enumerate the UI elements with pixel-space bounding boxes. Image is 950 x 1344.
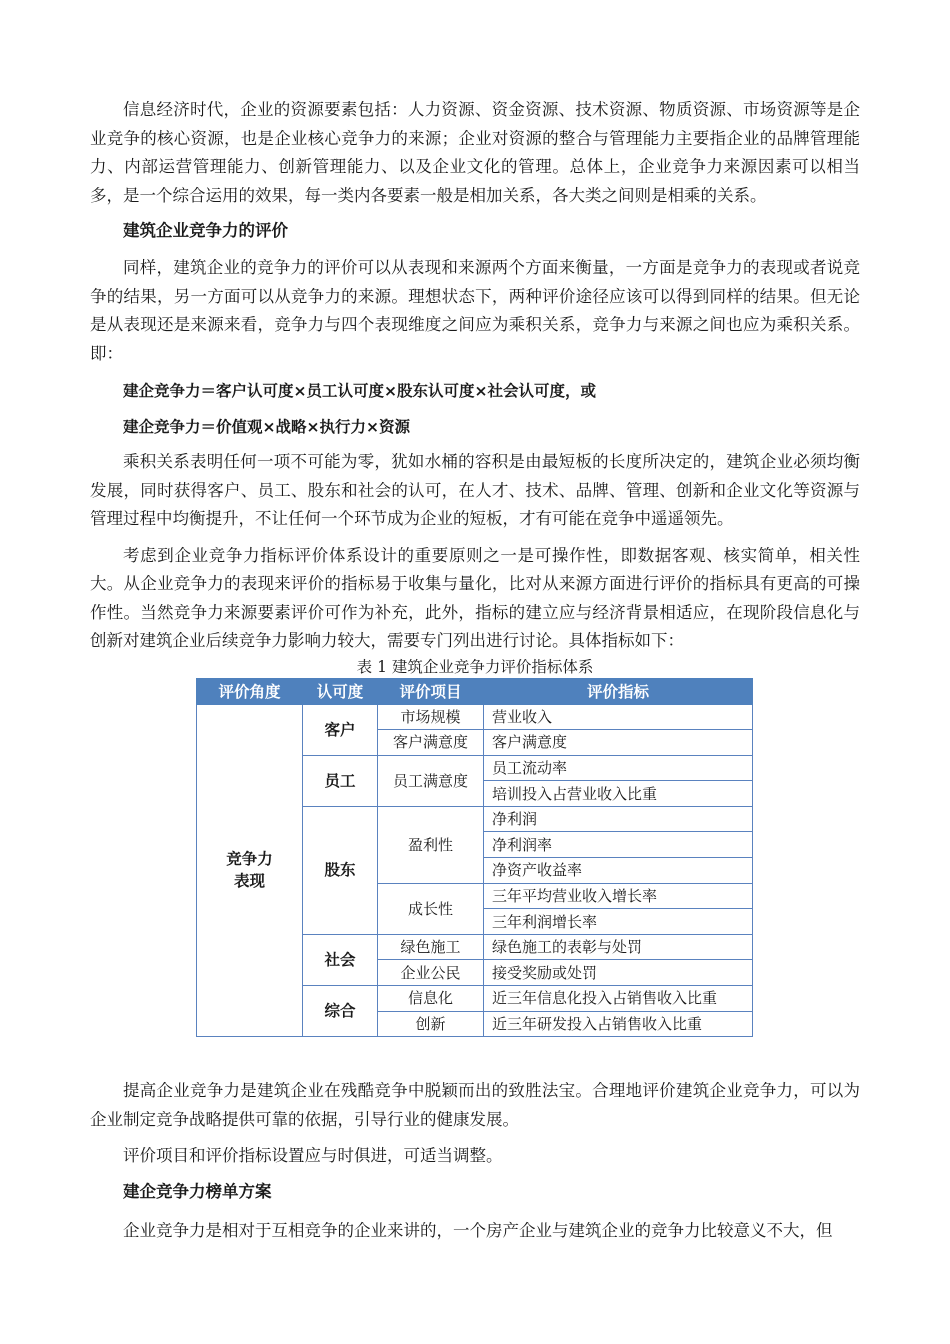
- item-green-construction: 绿色施工: [378, 934, 484, 960]
- indicator-table: [196, 678, 753, 1038]
- group-customer: 客户: [303, 704, 378, 755]
- item-corporate-citizen: 企业公民: [378, 960, 484, 986]
- paragraph-ranking: 企业竞争力是相对于互相竞争的企业来讲的，一个房产企业与建筑企业的竞争力比较意义不大，但: [123, 1220, 833, 1240]
- indicator-revenue-growth: 三年平均营业收入增长率: [484, 883, 753, 909]
- item-customer-satisfaction: 客户满意度: [378, 730, 484, 756]
- formula-recognition: 建企竞争力＝客户认可度×员工认可度×股东认可度×社会认可度，或: [123, 382, 596, 400]
- item-innovation: 创新: [378, 1011, 484, 1037]
- item-informatization: 信息化: [378, 986, 484, 1012]
- section-heading-evaluation: 建筑企业竞争力的评价: [123, 221, 288, 240]
- indicator-it-ratio: 近三年信息化投入占销售收入比重: [484, 986, 753, 1012]
- paragraph-operability: 考虑到企业竞争力指标评价体系设计的重要原则之一是可操作性，即数据客观、核实简单，相关性大。从企业竞争力的表现来评价的指标易于收集与量化，比对从来源方面进行评价的指标具有更高的可操作性。当然竞争力来源要素评价可作为补充，此外，指标的建立应与经济背景相适应，在现阶段信息化与创新对建筑企业后续竞争力影响力较大，需要专门列出进行讨论。具体指标如下：: [90, 545, 860, 650]
- group-society: 社会: [303, 934, 378, 985]
- item-employee-satisfaction: 员工满意度: [378, 755, 484, 806]
- table-header-row: [197, 678, 753, 704]
- document-content: [90, 96, 860, 1245]
- angle-label-line2: 表现: [233, 872, 265, 891]
- indicator-customer-satisfaction: 客户满意度: [484, 730, 753, 756]
- indicator-green: 绿色施工的表彰与处罚: [484, 934, 753, 960]
- indicator-profit-growth: 三年利润增长率: [484, 909, 753, 935]
- paragraph-evaluation: 同样，建筑企业的竞争力的评价可以从表现和来源两个方面来衡量，一方面是竞争力的表现或者说竞争的结果，另一方面可以从竞争力的来源。理想状态下，两种评价途径应该可以得到同样的结果。但无论是从表现还是来源来看，竞争力与四个表现维度之间应为乘积关系，竞争力与来源之间也应为乘积关系。即：: [90, 258, 860, 363]
- section-heading-ranking: 建企竞争力榜单方案: [123, 1181, 272, 1201]
- indicator-training: 培训投入占营业收入比重: [484, 781, 753, 807]
- paragraph-importance: 提高企业竞争力是建筑企业在残酷竞争中脱颖而出的致胜法宝。合理地评价建筑企业竞争力，可以为企业制定竞争战略提供可靠的依据，引导行业的健康发展。: [90, 1081, 860, 1129]
- paragraph-resources: 信息经济时代，企业的资源要素包括：人力资源、资金资源、技术资源、物质资源、市场资源等是企业竞争的核心资源，也是企业核心竞争力的来源；企业对资源的整合与管理能力主要指企业的品牌管理能力、内部运营管理能力、创新管理能力、以及企业文化的管理。总体上，企业竞争力来源因素可以相当多，是一个综合运用的效果，每一类内各要素一般是相加关系，各大类之间则是相乘的关系。: [90, 100, 860, 205]
- header-indicator: 评价指标: [484, 678, 753, 704]
- angle-label-line1: 竞争力: [226, 850, 273, 869]
- table-caption: 表 1 建筑企业竞争力评价指标体系: [356, 657, 594, 676]
- indicator-net-margin: 净利润率: [484, 832, 753, 858]
- table-row: [197, 704, 753, 730]
- group-shareholder: 股东: [303, 806, 378, 934]
- header-angle: 评价角度: [197, 678, 303, 704]
- indicator-rd-ratio: 近三年研发投入占销售收入比重: [484, 1011, 753, 1037]
- group-employee: 员工: [303, 755, 378, 806]
- indicator-net-profit: 净利润: [484, 806, 753, 832]
- indicator-awards: 接受奖励或处罚: [484, 960, 753, 986]
- paragraph-adjustment: 评价项目和评价指标设置应与时俱进，可适当调整。: [123, 1146, 503, 1166]
- item-profitability: 盈利性: [378, 806, 484, 883]
- indicator-turnover: 员工流动率: [484, 755, 753, 781]
- item-growth: 成长性: [378, 883, 484, 934]
- indicator-roe: 净资产收益率: [484, 858, 753, 884]
- group-general: 综合: [303, 986, 378, 1037]
- item-market-scale: 市场规模: [378, 704, 484, 730]
- header-item: 评价项目: [378, 678, 484, 704]
- paragraph-product-relation: 乘积关系表明任何一项不可能为零，犹如水桶的容积是由最短板的长度所决定的，建筑企业必须均衡发展，同时获得客户、员工、股东和社会的认可，在人才、技术、品牌、管理、创新和企业文化等资源与管理过程中均衡提升，不让任何一个环节成为企业的短板，才有可能在竞争中遥遥领先。: [90, 452, 860, 528]
- angle-cell: [197, 704, 303, 1037]
- formula-sources: 建企竞争力＝价值观×战略×执行力×资源: [123, 418, 410, 436]
- indicator-revenue: 营业收入: [484, 704, 753, 730]
- header-recognition: 认可度: [303, 678, 378, 704]
